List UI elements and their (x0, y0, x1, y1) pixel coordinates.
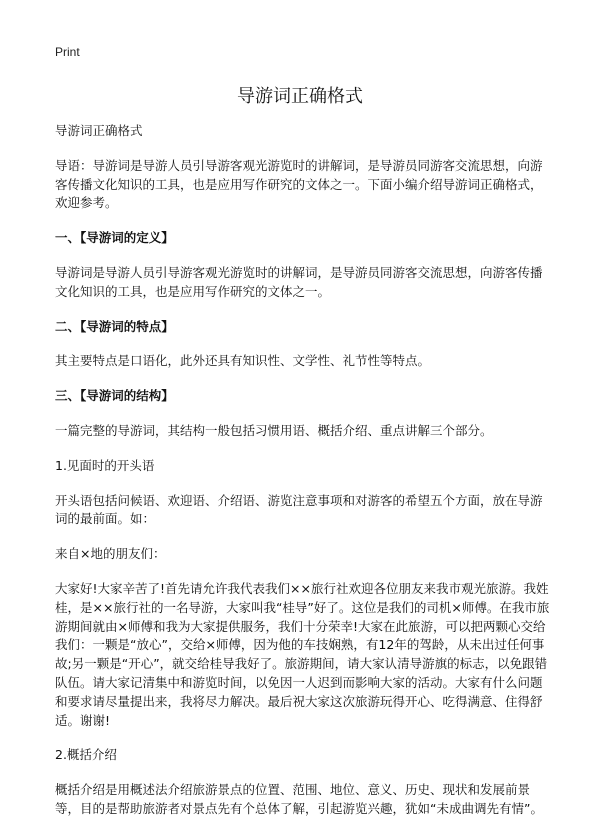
section-heading-features: 二、【导游词的特点】 (55, 318, 174, 334)
subheading-overview: 2.概括介绍 (55, 747, 117, 763)
features-paragraph: 其主要特点是口语化，此外还具有知识性、文学性、礼节性等特点。 (55, 353, 431, 369)
article-body (55, 122, 550, 835)
definition-paragraph: 导游词是导游人员引导游客观光游览时的讲解词，是导游员同游客交流思想，向游客传播文化知识的工具，也是应用写作研究的文体之一。 (55, 264, 543, 299)
subheading-opening: 1.见面时的开头语 (55, 457, 155, 473)
structure-paragraph: 一篇完整的导游词，其结构一般包括习惯用语、概括介绍、重点讲解三个部分。 (55, 422, 493, 438)
section-heading-structure: 三、【导游词的结构】 (55, 388, 174, 404)
overview-paragraph: 概括介绍是用概述法介绍旅游景点的位置、范围、地位、意义、历史、现状和发展前景等，目的是帮助旅游者对景点先有个总体了解，引起游览兴趣，犹如“未成曲调先有情”。 (55, 782, 543, 816)
intro-paragraph: 导语：导游词是导游人员引导游客观光游览时的讲解词，是导游员同游客交流思想，向游客传播文化知识的工具，也是应用写作研究的文体之一。下面小编介绍导游词正确格式，欢迎参考。 (55, 157, 543, 211)
print-label[interactable]: Print (55, 45, 80, 59)
page-title: 导游词正确格式 (237, 86, 363, 107)
example-speech-paragraph: 大家好!大家辛苦了!首先请允许我代表我们××旅行社欢迎各位朋友来我市观光旅游。我姓桂，是××旅行社的一名导游，大家叫我“桂导”好了。这位是我们的司机×师傅。在我市旅游期间就由×师傅和我为大家提供服务，我们十分荣幸!大家在此旅游，可以把两颗心交给我们：一颗是“放心”，交给×师傅，因为他的车技娴熟，有12年的驾龄，从未出过任何事故;另一颗是“开心”，就交给桂导我好了。旅游期间，请大家认清导游旗的标志，以免跟错队伍。请大家记清集中和游览时间，以免因一人迟到而影响大家的活动。大家有什么问题和要求请尽量提出来，我将尽力解决。最后祝大家这次旅游玩得开心、吃得满意、住得舒适。谢谢! (55, 580, 550, 728)
opening-paragraph: 开头语包括问候语、欢迎语、介绍语、游览注意事项和对游客的希望五个方面，放在导游词的最前面。如： (55, 492, 543, 527)
greeting-line: 来自×地的朋友们： (55, 546, 166, 562)
section-heading-definition: 一、【导游词的定义】 (55, 230, 174, 246)
article-subtitle: 导游词正确格式 (55, 123, 143, 138)
